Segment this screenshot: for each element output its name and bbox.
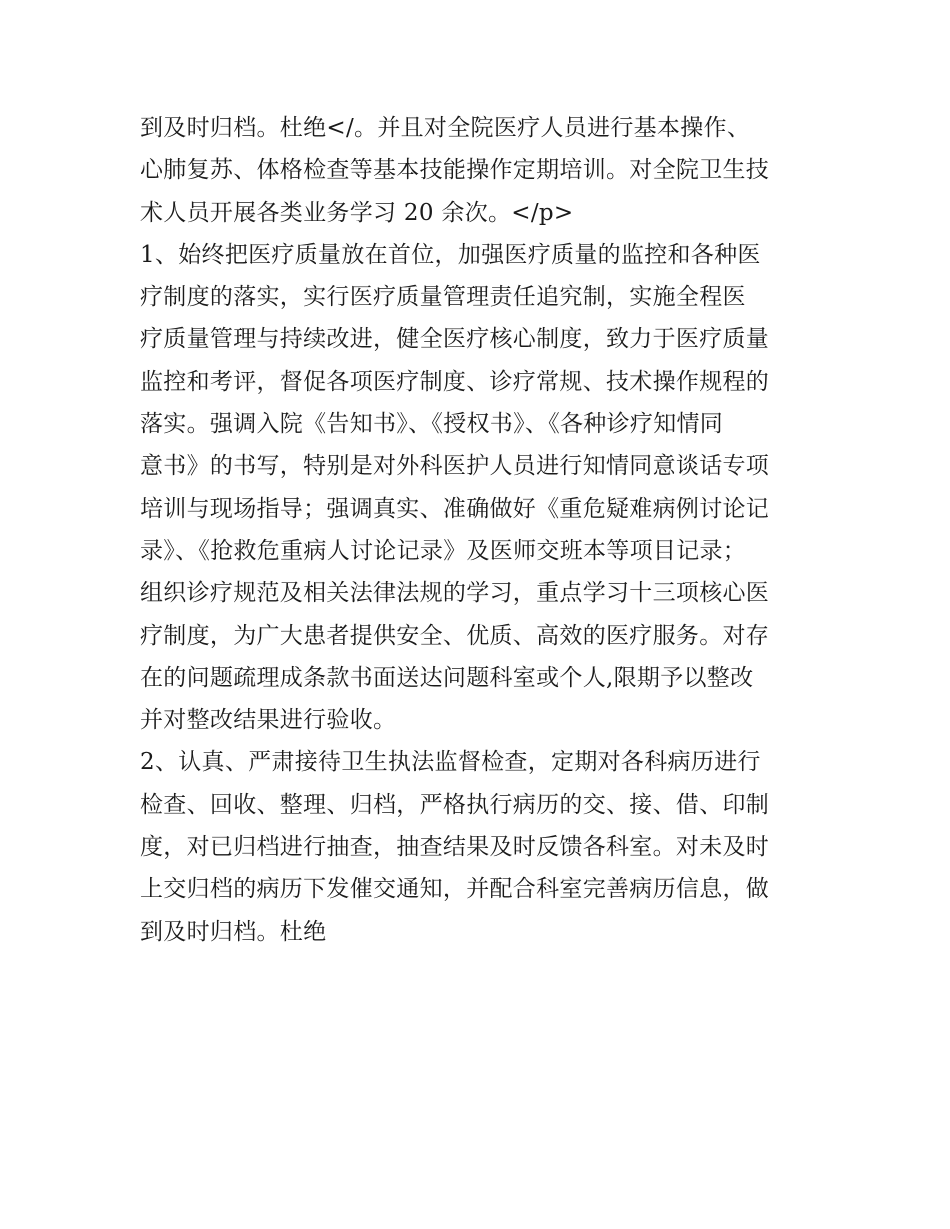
text-line: 度，对已归档进行抽查，抽查结果及时反馈各科室。对未及时 (140, 834, 770, 861)
text-line: 疗制度，为广大患者提供安全、优质、高效的医疗服务。对存 (140, 622, 770, 649)
text-line: 到及时归档。杜绝</。并且对全院医疗人员进行基本操作、 (140, 115, 751, 141)
text-line: 上交归档的病历下发催交通知，并配合科室完善病历信息，做 (140, 876, 770, 903)
text-line: 疗制度的落实，实行医疗质量管理责任追究制，实施全程医 (140, 284, 746, 311)
document-body (140, 107, 820, 953)
text-line: 心肺复苏、体格检查等基本技能操作定期培训。对全院卫生技 (140, 157, 770, 184)
text-line: 培训与现场指导；强调真实、准确做好《重危疑难病例讨论记 (140, 495, 770, 522)
text-line: 2、认真、严肃接待卫生执法监督检查，定期对各科病历进行 (140, 749, 761, 776)
text-line: 意书》的书写，特别是对外科医护人员进行知情同意谈话专项 (140, 453, 770, 480)
text-line: 疗质量管理与持续改进，健全医疗核心制度，致力于医疗质量 (140, 326, 770, 353)
text-line: 1、始终把医疗质量放在首位，加强医疗质量的监控和各种医 (140, 241, 761, 268)
text-line: 并对整改结果进行验收。 (140, 707, 397, 734)
text-line: 术人员开展各类业务学习 20 余次。</p> (140, 199, 574, 226)
text-line: 监控和考评，督促各项医疗制度、诊疗常规、技术操作规程的 (140, 368, 770, 395)
text-line: 落实。强调入院《告知书》、《授权书》、《各种诊疗知情同 (140, 411, 724, 438)
text-line: 录》、《抢救危重病人讨论记录》及医师交班本等项目记录； (140, 537, 747, 564)
text-line: 到及时归档。杜绝 (140, 918, 327, 945)
text-line: 在的问题疏理成条款书面送达问题科室或个人,限期予以整改 (140, 664, 754, 691)
text-line: 检查、回收、整理、归档，严格执行病历的交、接、借、印制 (140, 791, 770, 818)
text-line: 组织诊疗规范及相关法律法规的学习，重点学习十三项核心医 (140, 580, 770, 607)
